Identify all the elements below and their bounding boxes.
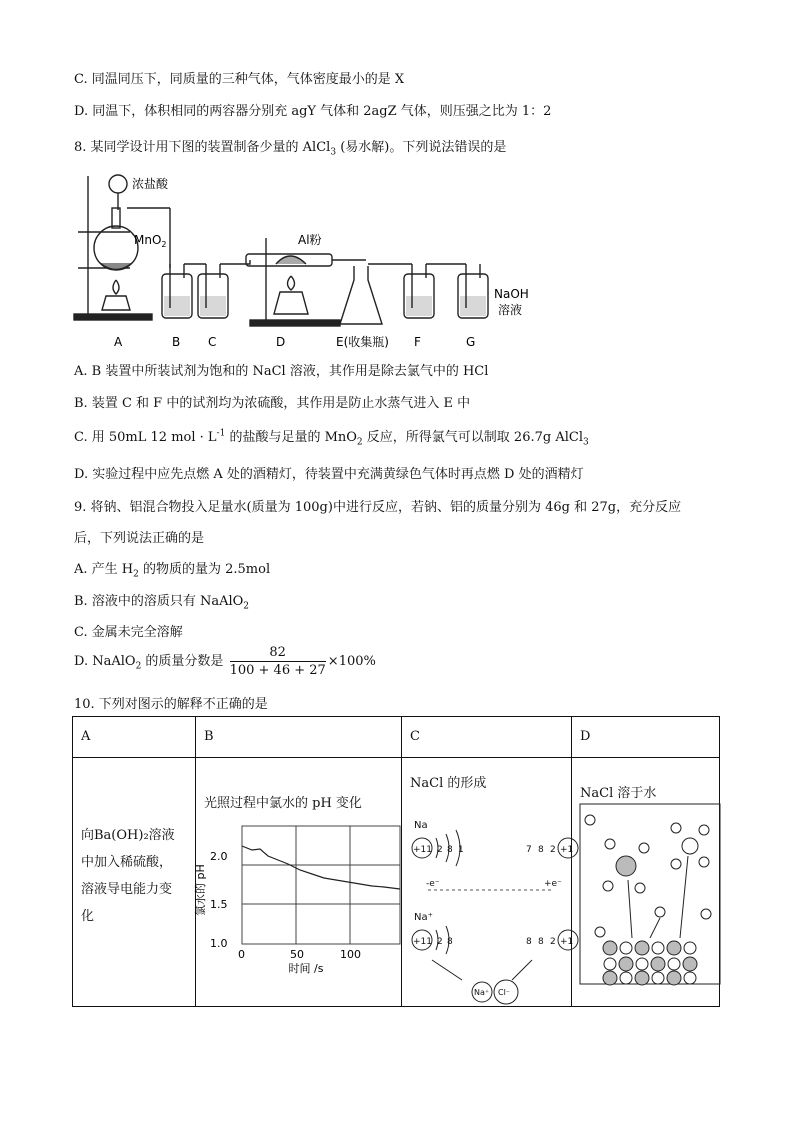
na-plus-core: +11 xyxy=(413,937,432,947)
q8-option-c: C. 用 50mL 12 mol · $L^{-1}$ 的盐酸与足量的 MnO$_2$ 反应，所得氯气可以制取 26.7g AlCl$_3$ xyxy=(74,428,589,448)
q10-table xyxy=(72,716,720,1007)
cl-minus-shell: 2 xyxy=(550,937,556,947)
q9-stem-line2: 后，下列说法正确的是 xyxy=(74,531,205,546)
letter-e: E(收集瓶) xyxy=(336,335,389,349)
letter-c: C xyxy=(208,335,217,349)
na-label: Na xyxy=(414,820,428,831)
q9-option-c: C. 金属未完全溶解 xyxy=(74,625,183,640)
q8-stem: 8. 某同学设计用下图的装置制备少量的 AlCl$_3$ (易水解)。下列说法错误的是 xyxy=(74,140,507,158)
nacl-formation-title: NaCl 的形成 xyxy=(410,776,487,791)
cell-a-line: 化 xyxy=(81,909,95,924)
q9-option-a: A. 产生 $H_2$ 的物质的量为 2.5mol xyxy=(74,562,271,580)
cell-a xyxy=(73,758,196,1007)
q8-option-d: D. 实验过程中应先点燃 A 处的酒精灯，待装置中充满黄绿色气体时再点燃 D 处的酒精灯 xyxy=(74,467,584,482)
cl-shell: 8 xyxy=(538,845,544,855)
q9-option-d: D. NaAlO$_2$ 的质量分数是 $\frac{82}{100 + 46 + 27}$ ×100% xyxy=(74,645,376,678)
label-al-powder: Al粉 xyxy=(298,233,322,247)
letter-b: B xyxy=(172,335,181,349)
header-c: C xyxy=(402,717,572,758)
na-plus-label: Na⁺ xyxy=(414,912,433,923)
letter-f: F xyxy=(414,335,421,349)
cell-b xyxy=(196,758,402,1007)
letter-a: A xyxy=(114,335,123,349)
q7-option-d: D. 同温下，体积相同的两容器分别充 agY 气体和 2agZ 气体，则压强之比为 1：2 xyxy=(74,104,552,119)
y-axis-label: 氯水的 pH xyxy=(194,864,207,916)
cl-minus-core: +1 xyxy=(560,937,574,947)
cell-c xyxy=(402,758,572,1007)
na-plus-shell: 8 xyxy=(447,937,453,947)
gain-electron: +e⁻ xyxy=(544,879,562,889)
q8-option-b: B. 装置 C 和 F 中的试剂均为浓硫酸，其作用是防止水蒸气进入 E 中 xyxy=(74,396,471,411)
cell-a-line: 中加入稀硫酸， xyxy=(81,855,173,870)
q8-option-a: A. B 装置中所装试剂为饱和的 NaCl 溶液，其作用是除去氯气中的 HCl xyxy=(74,364,489,379)
q10-stem: 10. 下列对图示的解释不正确的是 xyxy=(74,697,268,712)
y-tick-1.5: 1.5 xyxy=(210,898,228,911)
nacl-formation-diagram xyxy=(402,798,572,1006)
label-hcl: 浓盐酸 xyxy=(132,177,169,191)
header-d: D xyxy=(572,717,720,758)
cell-d xyxy=(572,758,720,1007)
apparatus-d xyxy=(246,238,340,326)
q7-option-c: C. 同温同压下，同质量的三种气体，气体密度最小的是 X xyxy=(74,72,405,87)
q8-apparatus-figure xyxy=(70,168,550,352)
label-naoh: NaOH xyxy=(494,287,529,301)
cl-shell: 7 xyxy=(526,845,532,855)
apparatus-g xyxy=(426,264,488,318)
q9-option-b: B. 溶液中的溶质只有 NaAlO$_2$ xyxy=(74,594,250,612)
cell-a-line: 向Ba(OH)₂溶液 xyxy=(81,828,175,843)
label-mno2: MnO$_2$ xyxy=(134,233,167,249)
apparatus-b xyxy=(162,264,192,318)
cl-minus-shell: 8 xyxy=(526,937,532,947)
nacl-dissolve-diagram xyxy=(580,804,720,988)
na-core: +11 xyxy=(413,845,432,855)
cl-shell: 2 xyxy=(550,845,556,855)
apparatus-e xyxy=(332,260,382,324)
ph-chart xyxy=(196,816,402,974)
x-axis-label: 时间 /s xyxy=(288,962,324,975)
y-tick-2.0: 2.0 xyxy=(210,850,228,863)
x-tick-100: 100 xyxy=(340,948,361,961)
mass-fraction: $\frac{82}{100 + 46 + 27}$ xyxy=(229,645,326,678)
na-shell: 8 xyxy=(447,845,453,855)
header-b: B xyxy=(196,717,402,758)
na-shell: 2 xyxy=(437,845,443,855)
ion-na: Na⁺ xyxy=(474,988,490,997)
y-tick-1.0: 1.0 xyxy=(210,937,228,950)
letter-g: G xyxy=(466,335,476,349)
ph-chart-title: 光照过程中氯水的 pH 变化 xyxy=(204,796,362,811)
cell-a-line: 溶液导电能力变 xyxy=(81,882,173,897)
apparatus-c xyxy=(184,260,250,318)
crystal-lattice xyxy=(603,941,697,985)
letter-d: D xyxy=(276,335,286,349)
x-tick-0: 0 xyxy=(238,948,245,961)
na-shell: 1 xyxy=(458,845,464,855)
apparatus-a xyxy=(74,175,170,320)
x-tick-50: 50 xyxy=(290,948,304,961)
header-a: A xyxy=(73,717,196,758)
nacl-dissolve-title: NaCl 溶于水 xyxy=(580,786,657,801)
ion-cl: Cl⁻ xyxy=(498,988,511,997)
na-plus-shell: 2 xyxy=(437,937,443,947)
q9-stem-line1: 9. 将钠、铝混合物投入足量水(质量为 100g)中进行反应，若钠、铝的质量分别为 46g 和 27g，充分反应 xyxy=(74,500,682,515)
cl-minus-shell: 8 xyxy=(538,937,544,947)
ph-curve xyxy=(242,846,400,889)
label-solution: 溶液 xyxy=(498,303,523,317)
lose-electron: -e⁻ xyxy=(426,879,440,889)
cl-core: +1 xyxy=(560,845,574,855)
